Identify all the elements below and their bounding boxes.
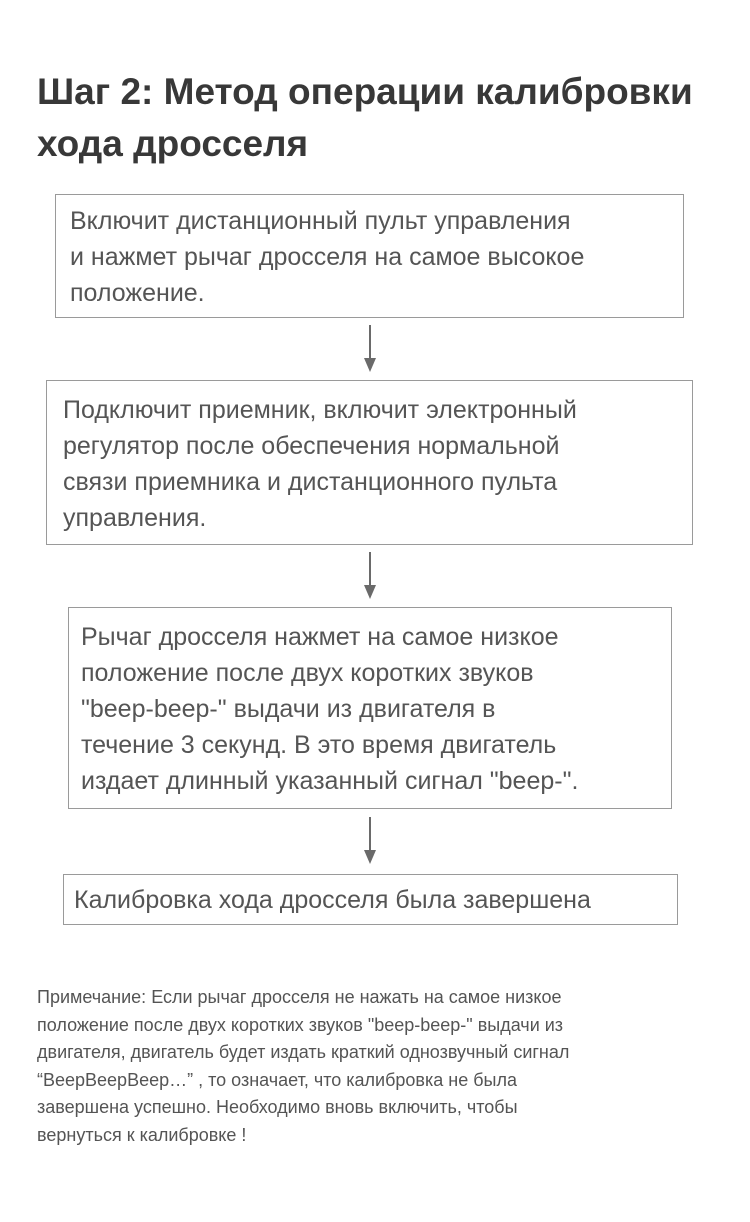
step-box-4: Калибровка хода дросселя была завершена xyxy=(63,874,678,925)
page-title: Шаг 2: Метод операции калибровки хода дросселя xyxy=(37,71,693,164)
arrow-down-icon xyxy=(362,552,378,600)
step-box-3: Рычаг дросселя нажмет на самое низкое положение после двух коротких звуков "beep-beep-" выдачи из двигателя в течение 3 секунд. В это время двигатель издает длинный указанный сигнал "beep-". xyxy=(68,607,672,809)
step-box-2: Подключит приемник, включит электронный регулятор после обеспечения нормальной связи приемника и дистанционного пульта управления. xyxy=(46,380,693,545)
step-box-1: Включит дистанционный пульт управления и нажмет рычаг дросселя на самое высокое положение. xyxy=(55,194,684,318)
arrow-down-icon xyxy=(362,817,378,865)
note-text: Примечание: Если рычаг дросселя не нажать на самое низкое положение после двух коротких звуков "beep-beep-" выдачи из двигателя, двигатель будет издать краткий однозвучный сигнал “BeepBeepBeep…” , то означает, что калибровка не была завершена успешно. Необходимо вновь включить, чтобы вернуться к калибровке ! xyxy=(37,987,570,1145)
arrow-down-icon xyxy=(362,325,378,373)
